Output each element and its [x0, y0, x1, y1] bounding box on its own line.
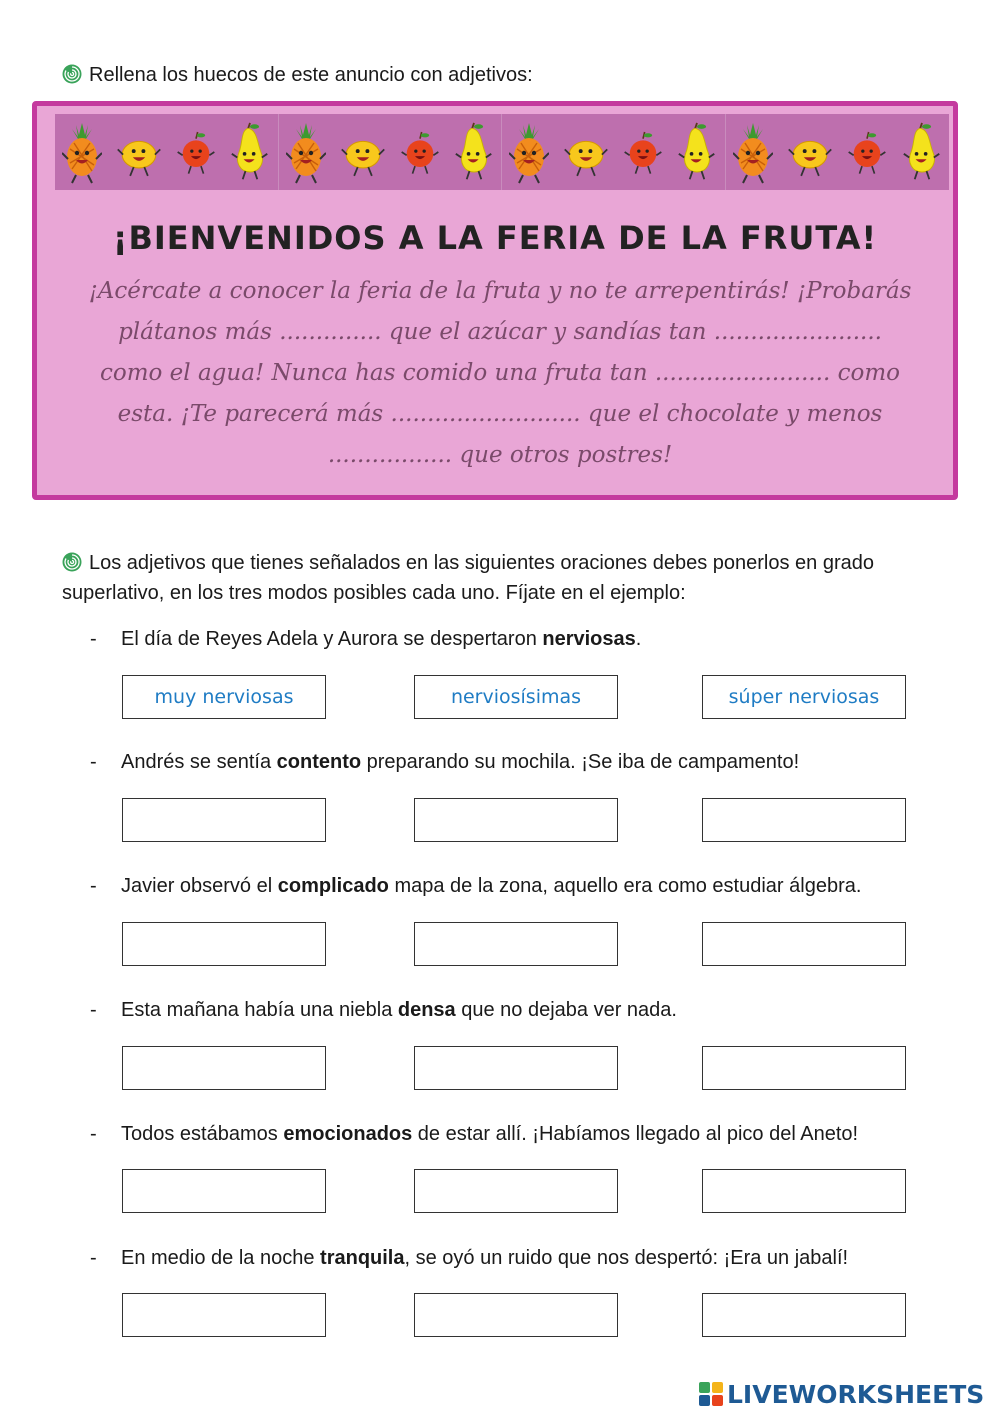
- fruit-tile: [279, 114, 503, 190]
- sentence-text: En medio de la noche: [121, 1247, 321, 1269]
- answer-box[interactable]: nerviosísimas: [414, 675, 618, 719]
- ad-line: plátanos más .............. que el azúcar y sandías tan .......................: [118, 319, 882, 345]
- pineapple-icon: [286, 119, 326, 185]
- lemon-icon: [563, 123, 609, 181]
- lemon-icon: [116, 123, 162, 181]
- target-adjective: complicado: [277, 875, 389, 897]
- target-adjective: densa: [397, 999, 456, 1021]
- pineapple-icon: [62, 119, 102, 185]
- answer-box[interactable]: [122, 1169, 326, 1213]
- target-adjective: emocionados: [283, 1123, 413, 1145]
- apple-icon: [847, 124, 887, 180]
- lemon-icon: [787, 123, 833, 181]
- answer-box[interactable]: muy nerviosas: [122, 675, 326, 719]
- sentence-text: Javier observó el: [121, 875, 278, 897]
- ad-line: como el agua! Nunca has comido una fruta tan ........................ como: [99, 360, 901, 386]
- pineapple-icon: [733, 119, 773, 185]
- exercise-sentence: [90, 747, 799, 777]
- target-adjective: contento: [276, 751, 362, 773]
- answer-box[interactable]: [414, 1169, 618, 1213]
- list-dash: -: [90, 628, 97, 650]
- ad-line: esta. ¡Te parecerá más .......................... que el chocolate y menos: [117, 401, 883, 427]
- spiral-bullet-icon: [62, 552, 82, 572]
- answer-box[interactable]: [702, 1046, 906, 1090]
- fruit-fair-ad: [32, 101, 958, 500]
- pear-icon: [230, 120, 270, 184]
- sentence-text: que no dejaba ver nada.: [455, 999, 677, 1021]
- answer-box[interactable]: [702, 1293, 906, 1337]
- sentence-text: .: [635, 628, 642, 650]
- sentence-text: de estar allí. ¡Habíamos llegado al pico del Aneto!: [412, 1123, 859, 1145]
- sentence-text: mapa de la zona, aquello era como estudiar álgebra.: [388, 875, 862, 897]
- list-dash: -: [90, 1247, 97, 1269]
- sentence-text: Andrés se sentía: [121, 751, 277, 773]
- answer-box[interactable]: [414, 798, 618, 842]
- list-dash: -: [90, 751, 97, 773]
- pear-icon: [454, 120, 494, 184]
- exercise-sentence: [90, 995, 677, 1025]
- ad-body: [55, 271, 945, 476]
- apple-icon: [400, 124, 440, 180]
- ad-line: ¡Acércate a conocer la feria de la fruta y no te arrepentirás! ¡Probarás: [88, 278, 912, 304]
- sentence-text: , se oyó un ruido que nos despertó: ¡Era un jabalí!: [404, 1247, 849, 1269]
- pear-icon: [902, 120, 942, 184]
- spiral-bullet-icon: [62, 64, 82, 84]
- exercise-sentence: [90, 624, 641, 654]
- sentence-text: El día de Reyes Adela y Aurora se despertaron: [121, 628, 543, 650]
- answer-box[interactable]: [414, 922, 618, 966]
- apple-icon: [623, 124, 663, 180]
- instruction-2-text: Los adjetivos que tienes señalados en las siguientes oraciones debes ponerlos en grado superlativo, en los tres modos posibles cada uno. Fíjate en el ejemplo:: [62, 552, 874, 604]
- answer-box[interactable]: [122, 922, 326, 966]
- instruction-1-text: Rellena los huecos de este anuncio con adjetivos:: [89, 64, 533, 86]
- exercise-sentence: [90, 1119, 858, 1149]
- answer-box[interactable]: súper nerviosas: [702, 675, 906, 719]
- brand-name: LIVEWORKSHEETS: [727, 1379, 985, 1409]
- apple-icon: [176, 124, 216, 180]
- pear-icon: [677, 120, 717, 184]
- answer-box[interactable]: [702, 1169, 906, 1213]
- list-dash: -: [90, 875, 97, 897]
- exercise-sentence: [90, 1243, 848, 1273]
- liveworksheets-logo-icon: [698, 1381, 724, 1407]
- answer-box[interactable]: [122, 1046, 326, 1090]
- answer-box[interactable]: [702, 798, 906, 842]
- ad-line: ................. que otros postres!: [327, 442, 673, 468]
- answer-box[interactable]: [702, 922, 906, 966]
- fruit-banner: [55, 114, 949, 190]
- pineapple-icon: [509, 119, 549, 185]
- answer-box[interactable]: [122, 798, 326, 842]
- instruction-1: [62, 60, 533, 90]
- fruit-tile: [55, 114, 279, 190]
- answer-box[interactable]: [414, 1293, 618, 1337]
- sentence-text: Todos estábamos: [121, 1123, 284, 1145]
- target-adjective: tranquila: [320, 1247, 405, 1269]
- target-adjective: nerviosas: [542, 628, 636, 650]
- answer-box[interactable]: [122, 1293, 326, 1337]
- sentence-text: preparando su mochila. ¡Se iba de campamento!: [361, 751, 800, 773]
- instruction-2: [62, 548, 942, 608]
- ad-title: ¡BIENVENIDOS A LA FERIA DE LA FRUTA!: [112, 219, 878, 257]
- list-dash: -: [90, 999, 97, 1021]
- liveworksheets-brand[interactable]: [698, 1378, 984, 1410]
- lemon-icon: [340, 123, 386, 181]
- answer-box[interactable]: [414, 1046, 618, 1090]
- fruit-tile: [502, 114, 726, 190]
- fruit-tile: [726, 114, 950, 190]
- exercise-sentence: [90, 871, 861, 901]
- list-dash: -: [90, 1123, 97, 1145]
- sentence-text: Esta mañana había una niebla: [121, 999, 398, 1021]
